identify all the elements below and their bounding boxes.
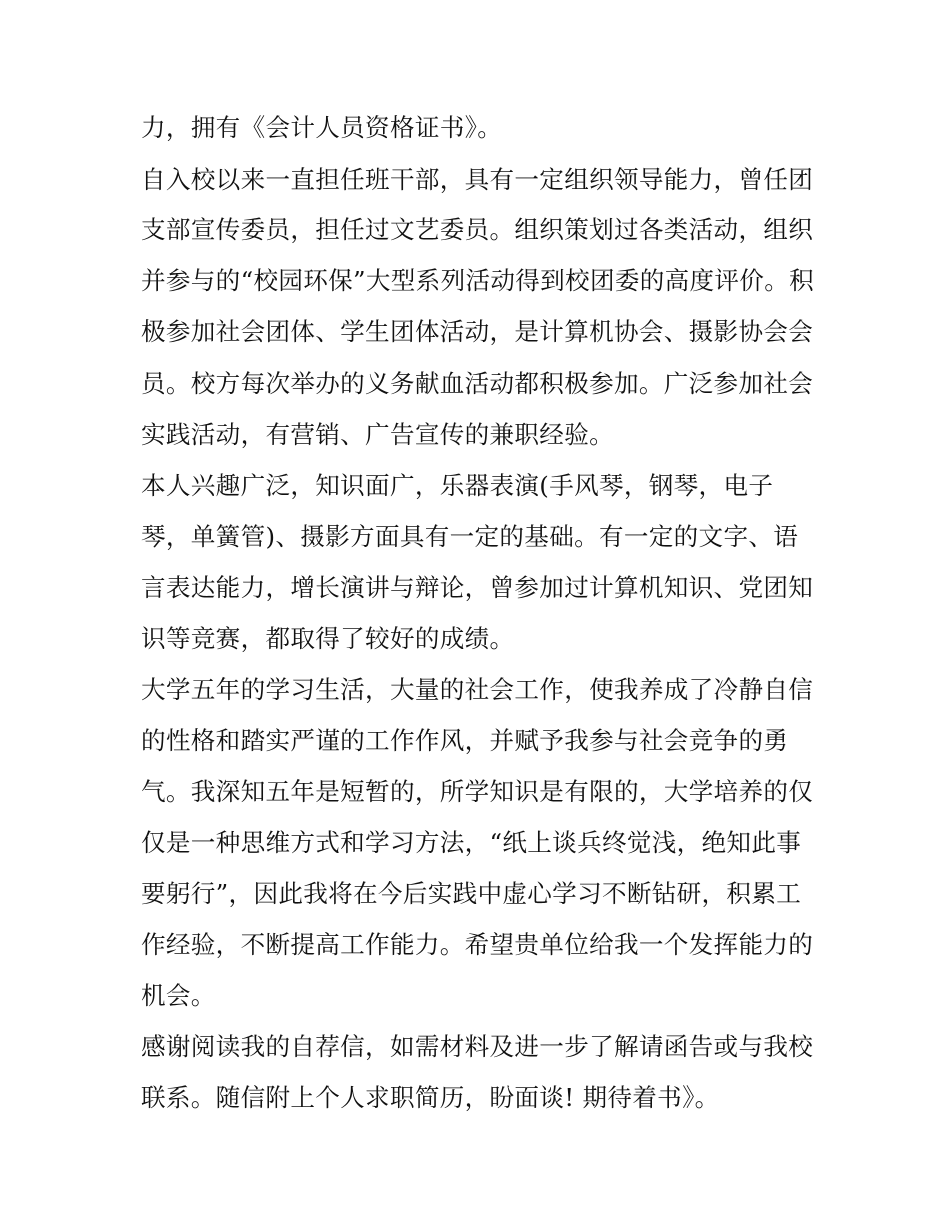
text-line-8: 本人兴趣广泛，知识面广，乐器表演(手风琴，钢琴，电子 [141, 471, 774, 500]
text-line-9: 琴，单簧管)、摄影方面具有一定的基础。有一定的文字、语 [141, 522, 799, 551]
text-line-3: 支部宣传委员，担任过文艺委员。组织策划过各类活动，组织 [141, 215, 814, 244]
text-line-1: 力，拥有《会计人员资格证书》。 [141, 113, 503, 142]
text-line-14: 气。我深知五年是短暂的，所学知识是有限的，大学培养的仅 [141, 777, 814, 806]
text-line-20: 联系。随信附上个人求职简历，盼面谈! 期待着书》。 [141, 1083, 720, 1112]
text-line-2: 自入校以来一直担任班干部，具有一定组织领导能力，曾任团 [141, 165, 814, 194]
text-line-17: 作经验，不断提高工作能力。希望贵单位给我一个发挥能力的 [141, 930, 814, 959]
text-line-15: 仅是一种思维方式和学习方法，“纸上谈兵终觉浅，绝知此事 [141, 828, 802, 857]
text-line-12: 大学五年的学习生活，大量的社会工作，使我养成了冷静自信 [141, 675, 814, 704]
text-line-13: 的性格和踏实严谨的工作作风，并赋予我参与社会竞争的勇 [141, 726, 789, 755]
text-line-6: 员。校方每次举办的义务献血活动都积极参加。广泛参加社会 [141, 369, 814, 398]
text-line-19: 感谢阅读我的自荐信，如需材料及进一步了解请函告或与我校 [141, 1032, 814, 1061]
text-line-7: 实践活动，有营销、广告宣传的兼职经验。 [141, 420, 614, 449]
text-line-4: 并参与的“校园环保”大型系列活动得到校团委的高度评价。积 [141, 266, 814, 295]
text-line-18: 机会。 [141, 981, 216, 1010]
text-line-10: 言表达能力，增长演讲与辩论，曾参加过计算机知识、党团知 [141, 573, 814, 602]
text-line-11: 识等竞赛，都取得了较好的成绩。 [141, 624, 515, 653]
text-line-16: 要躬行”，因此我将在今后实践中虚心学习不断钻研，积累工 [141, 879, 802, 908]
text-line-5: 极参加社会团体、学生团体活动，是计算机协会、摄影协会会 [141, 317, 814, 346]
